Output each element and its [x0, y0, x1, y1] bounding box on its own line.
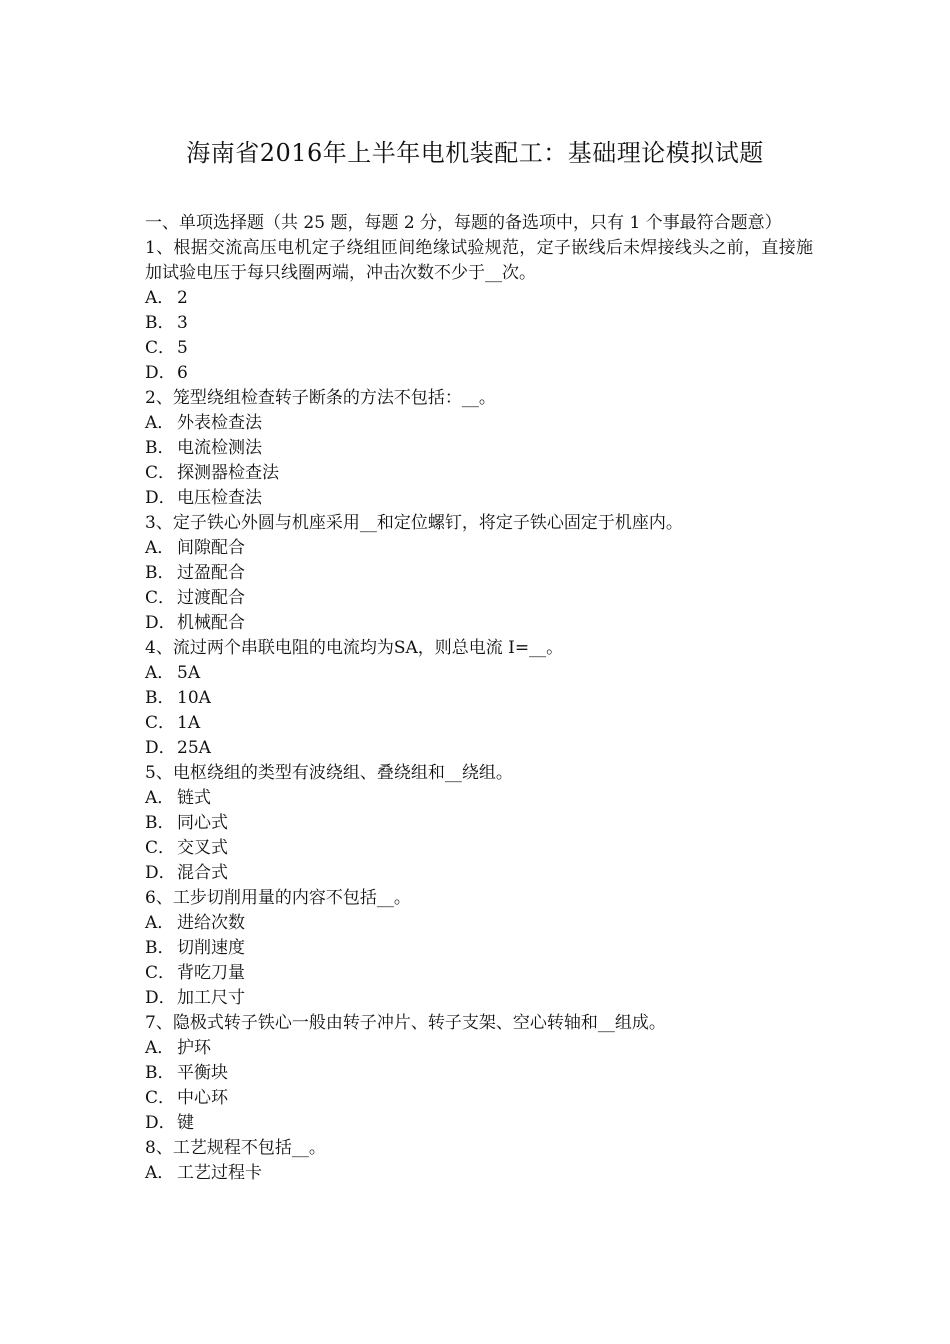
option-letter: B． [145, 813, 175, 833]
option-letter: B． [145, 938, 175, 958]
option-text: 链式 [177, 788, 211, 808]
question-stem: 8、工艺规程不包括__。 [145, 1138, 326, 1158]
option-letter: A． [145, 788, 175, 808]
answer-option [145, 1061, 813, 1086]
option-letter: B． [145, 563, 175, 583]
option-text: 5A [177, 663, 201, 683]
option-letter: C． [145, 463, 176, 483]
option-letter: D． [145, 613, 176, 633]
option-letter: C． [145, 713, 176, 733]
answer-option [145, 786, 813, 811]
option-letter: D． [145, 363, 176, 383]
answer-option [145, 461, 813, 486]
option-text: 5 [177, 338, 188, 358]
option-text: 6 [177, 363, 188, 383]
option-letter: C． [145, 588, 176, 608]
option-letter: D． [145, 988, 176, 1008]
option-text: 机械配合 [177, 613, 245, 633]
option-letter: D． [145, 738, 176, 758]
answer-option [145, 411, 813, 436]
answer-option [145, 986, 813, 1011]
question-item [145, 1011, 813, 1136]
option-text: 25A [177, 738, 211, 758]
option-letter: C． [145, 963, 176, 983]
section-heading: 一、单项选择题（共 25 题，每题 2 分，每题的备选项中，只有 1 个事最符合题意） [145, 213, 782, 233]
option-text: 1A [177, 713, 201, 733]
answer-option [145, 611, 813, 636]
question-stem: 6、工步切削用量的内容不包括__。 [145, 888, 411, 908]
question-stem: 2、笼型绕组检查转子断条的方法不包括：__。 [145, 388, 496, 408]
option-text: 2 [177, 288, 188, 308]
answer-option [145, 686, 813, 711]
option-text: 10A [177, 688, 211, 708]
answer-option [145, 936, 813, 961]
answer-option [145, 1086, 813, 1111]
option-text: 过盈配合 [177, 563, 245, 583]
option-letter: A． [145, 1163, 175, 1183]
answer-option [145, 361, 813, 386]
answer-option [145, 286, 813, 311]
option-text: 交叉式 [177, 838, 228, 858]
question-item [145, 636, 813, 761]
answer-option [145, 586, 813, 611]
answer-option [145, 436, 813, 461]
option-text: 间隙配合 [177, 538, 245, 558]
question-item [145, 886, 813, 1011]
option-letter: D． [145, 863, 176, 883]
question-item [145, 1136, 813, 1186]
option-text: 键 [177, 1113, 194, 1133]
option-letter: C． [145, 838, 176, 858]
question-item [145, 761, 813, 886]
option-text: 探测器检查法 [177, 463, 279, 483]
answer-option [145, 1111, 813, 1136]
option-letter: A． [145, 913, 175, 933]
answer-option [145, 711, 813, 736]
option-text: 过渡配合 [177, 588, 245, 608]
option-letter: A． [145, 413, 175, 433]
option-letter: B． [145, 438, 175, 458]
question-item [145, 236, 813, 386]
option-text: 工艺过程卡 [177, 1163, 262, 1183]
answer-option [145, 311, 813, 336]
option-text: 混合式 [177, 863, 228, 883]
option-letter: C． [145, 1088, 176, 1108]
option-letter: D． [145, 1113, 176, 1133]
question-stem: 4、流过两个串联电阻的电流均为SA，则总电流 I=__。 [145, 638, 564, 658]
option-text: 进给次数 [177, 913, 245, 933]
answer-option [145, 736, 813, 761]
option-text: 3 [177, 313, 188, 333]
option-letter: A． [145, 663, 175, 683]
question-stem: 5、电枢绕组的类型有波绕组、叠绕组和__绕组。 [145, 763, 513, 783]
question-list [145, 236, 813, 1186]
question-stem: 7、隐极式转子铁心一般由转子冲片、转子支架、空心转轴和__组成。 [145, 1013, 666, 1033]
option-text: 背吃刀量 [177, 963, 245, 983]
option-letter: B． [145, 313, 175, 333]
answer-option [145, 861, 813, 886]
answer-option [145, 336, 813, 361]
answer-option [145, 536, 813, 561]
option-letter: D． [145, 488, 176, 508]
option-letter: B． [145, 1063, 175, 1083]
option-text: 电压检查法 [177, 488, 262, 508]
page-title: 海南省2016年上半年电机装配工：基础理论模拟试题 [186, 139, 764, 167]
option-letter: A． [145, 538, 175, 558]
option-letter: B． [145, 688, 175, 708]
answer-option [145, 1161, 813, 1186]
answer-option [145, 661, 813, 686]
option-text: 电流检测法 [177, 438, 262, 458]
answer-option [145, 911, 813, 936]
answer-option [145, 811, 813, 836]
question-stem: 1、根据交流高压电机定子绕组匝间绝缘试验规范，定子嵌线后未焊接线头之前，直接施加试验电压于每只线圈两端，冲击次数不少于__次。 [145, 238, 813, 283]
answer-option [145, 961, 813, 986]
option-text: 同心式 [177, 813, 228, 833]
question-item [145, 386, 813, 511]
answer-option [145, 836, 813, 861]
option-letter: A． [145, 288, 175, 308]
option-text: 护环 [177, 1038, 211, 1058]
question-stem: 3、定子铁心外圆与机座采用__和定位螺钉，将定子铁心固定于机座内。 [145, 513, 683, 533]
option-text: 平衡块 [177, 1063, 228, 1083]
option-letter: C． [145, 338, 176, 358]
option-text: 切削速度 [177, 938, 245, 958]
option-text: 加工尺寸 [177, 988, 245, 1008]
option-letter: A． [145, 1038, 175, 1058]
document-body [145, 211, 813, 1186]
answer-option [145, 561, 813, 586]
option-text: 中心环 [177, 1088, 228, 1108]
option-text: 外表检查法 [177, 413, 262, 433]
answer-option [145, 1036, 813, 1061]
answer-option [145, 486, 813, 511]
question-item [145, 511, 813, 636]
